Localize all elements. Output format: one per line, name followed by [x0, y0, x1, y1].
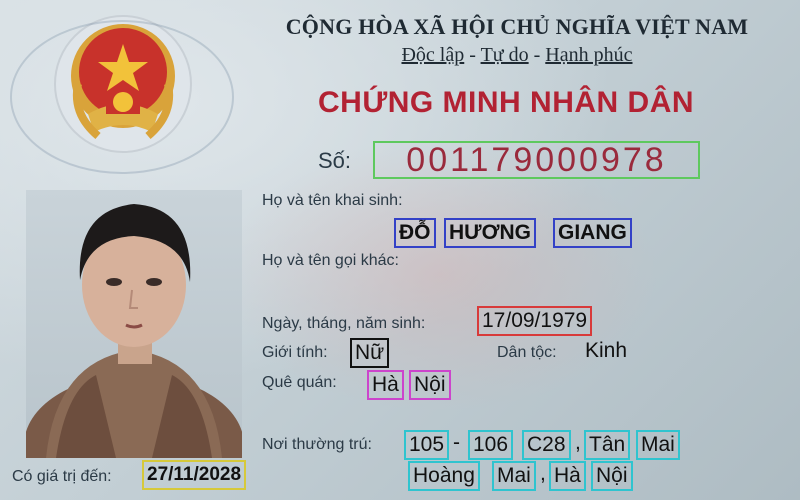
motto-freedom: Tự do	[480, 44, 529, 66]
dob-label: Ngày, tháng, năm sinh:	[262, 315, 426, 332]
residence-l2-word-4: Nội	[591, 461, 633, 491]
residence-l2-word-3: Hà	[549, 461, 586, 491]
residence-l1-word-4: Tân	[584, 430, 630, 460]
residence-l1-comma: ,	[575, 431, 581, 454]
name-word-3: GIANG	[553, 218, 632, 248]
ethnicity-value: Kinh	[585, 339, 628, 362]
valid-until-label: Có giá trị đến:	[12, 468, 112, 485]
motto-separator: -	[469, 44, 476, 66]
name-word-2: HƯƠNG	[444, 218, 536, 248]
residence-l1-dash: -	[453, 431, 460, 454]
id-number: 001179000978	[373, 141, 700, 179]
motto	[262, 44, 772, 67]
residence-l1-word-2: 106	[468, 430, 513, 460]
card-title: CHỨNG MINH NHÂN DÂN	[318, 86, 695, 119]
stamp-mark	[10, 20, 234, 174]
residence-l2-word-1: Hoàng	[408, 461, 480, 491]
hometown-word-2: Nội	[409, 370, 451, 400]
residence-l2-word-2: Mai	[492, 461, 536, 491]
birth-name-label: Họ và tên khai sinh:	[262, 192, 403, 209]
sex-label: Giới tính:	[262, 344, 328, 361]
motto-separator: -	[533, 44, 541, 66]
residence-l1-word-5: Mai	[636, 430, 680, 460]
sex-value: Nữ	[350, 338, 389, 368]
hometown-label: Quê quán:	[262, 374, 337, 391]
dob-value: 17/09/1979	[477, 306, 592, 336]
name-word-1: ĐỖ	[394, 218, 436, 248]
id-number-label: Số:	[318, 148, 352, 173]
other-name-label: Họ và tên gọi khác:	[262, 252, 399, 269]
portrait-photo	[26, 190, 242, 458]
valid-until-value: 27/11/2028	[142, 460, 246, 490]
motto-happiness: Hạnh phúc	[545, 44, 633, 66]
residence-l2-comma: ,	[540, 462, 546, 485]
hometown-word-1: Hà	[367, 370, 404, 400]
country-heading: CỘNG HÒA XÃ HỘI CHỦ NGHĨA VIỆT NAM	[285, 14, 749, 39]
motto-independence: Độc lập	[401, 44, 465, 66]
residence-l1-word-3: C28	[522, 430, 571, 460]
portrait-image	[26, 190, 242, 458]
residence-l1-word-1: 105	[404, 430, 449, 460]
ethnicity-label: Dân tộc:	[497, 344, 557, 361]
residence-label: Nơi thường trú:	[262, 436, 372, 453]
